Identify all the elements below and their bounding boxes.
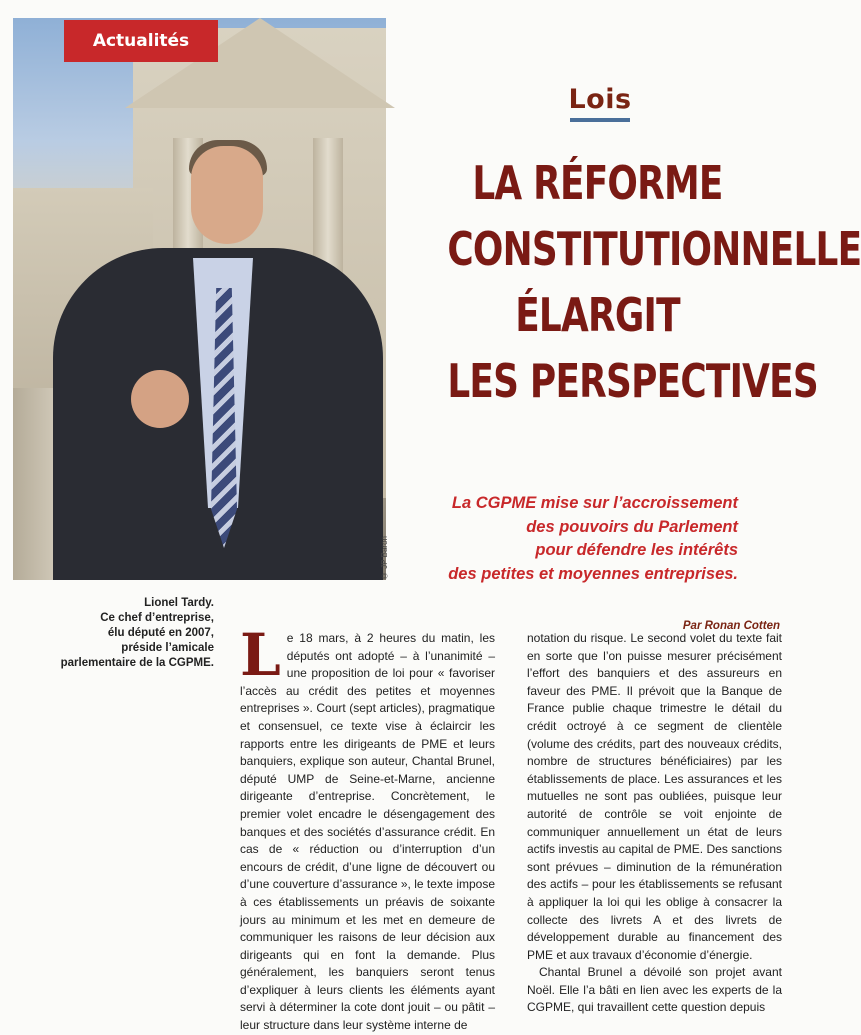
section-title: Lois bbox=[568, 84, 632, 115]
headline-line: ÉLARGIT bbox=[515, 288, 680, 342]
subhead-line: des petites et moyennes entreprises. bbox=[448, 564, 738, 583]
article-paragraph: e 18 mars, à 2 heures du matin, les députés ont adopté – à l’unanimité – une proposition de loi pour « favoriser l’accès au crédit des petites et moyennes entreprises ». Court (sept articles), pragmatique et consensuel, ce texte vise à éclaircir les rapports entre les dirigeants de PME et leurs banquiers, explique son auteur, Chantal Brunel, député UMP de Seine-et-Marne, ancienne dirigeante d’entreprise. Concrètement, le premier volet encadre le désengagement des banques et des sociétés d’assurance crédit. En cas de « réduction ou d’interruption d’un encours de crédit, d’une ligne de découvert ou d’une couverture d’assurance », le texte impose à ces établissements un préavis de soixante jours au minimum et les met en demeure de communiquer les raisons de leur décision aux dirigeants qui en font la demande. Plus généralement, les banquiers seront tenus d’expliquer à leurs clients les éléments ayant servi à déterminer la cote dont jouit – ou pâtit – leur structure dans leur système interne de bbox=[240, 631, 495, 1033]
headline-line: LES PERSPECTIVES bbox=[447, 354, 818, 408]
photo-caption bbox=[24, 596, 214, 671]
subhead-line: des pouvoirs du Parlement bbox=[526, 517, 738, 536]
article-paragraph: Chantal Brunel a dévoilé son projet avant Noël. Elle l’a bâti en lien avec les experts de la CGPME, qui travaillent cette question depuis bbox=[527, 965, 782, 1015]
drop-cap: L bbox=[240, 621, 281, 689]
face bbox=[191, 146, 263, 244]
headline-line: LA RÉFORME bbox=[472, 156, 723, 210]
headline bbox=[447, 150, 861, 414]
caption-line: Ce chef d’entreprise, bbox=[100, 612, 214, 624]
subhead-line: La CGPME mise sur l’accroissement bbox=[451, 494, 738, 512]
caption-line: préside l’amicale bbox=[121, 642, 214, 654]
caption-line: parlementaire de la CGPME. bbox=[60, 657, 214, 669]
section-rule bbox=[570, 118, 630, 122]
subhead-line: pour défendre les intérêts bbox=[535, 541, 738, 559]
section-badge-label: Actualités bbox=[92, 31, 190, 51]
headline-line: CONSTITUTIONNELLE bbox=[447, 222, 861, 276]
byline: Par Ronan Cotten bbox=[682, 620, 780, 632]
caption-line: élu député en 2007, bbox=[107, 627, 214, 639]
hand bbox=[131, 370, 189, 428]
subheadline bbox=[420, 492, 738, 586]
portrait-photo bbox=[13, 18, 386, 580]
caption-line: Lionel Tardy. bbox=[144, 597, 214, 609]
article-column-1 bbox=[240, 621, 495, 1035]
article-column-2 bbox=[527, 630, 782, 1017]
section-badge bbox=[64, 20, 218, 62]
article-paragraph: notation du risque. Le second volet du texte fait en sorte que l’on puisse mesurer précisément l’effort des banquiers et des assureurs en faveur des PME. Il prévoit que la Banque de France publie chaque trimestre le détail du crédit octroyé à ce segment de clientèle (volume des crédits, part des nouveaux crédits, nombre de structures bénéficiaires) par les établissements de place. Les assurances et les mutuelles ne sont pas oubliées, puisque leur autorité de contrôle se voit enjointe de communiquer annuellement un état de leurs actifs investis au capital de PME. Des sanctions sont prévues – diminution de la rémunération des actifs – pour les établissements se refusant à appliquer la loi qui les oblige à consacrer la collecte des livrets A et des livrets de développement durable au financement des PME et aux travaux d’économie d’énergie. bbox=[527, 631, 782, 962]
photo-credit: © JP Baron bbox=[380, 536, 389, 580]
